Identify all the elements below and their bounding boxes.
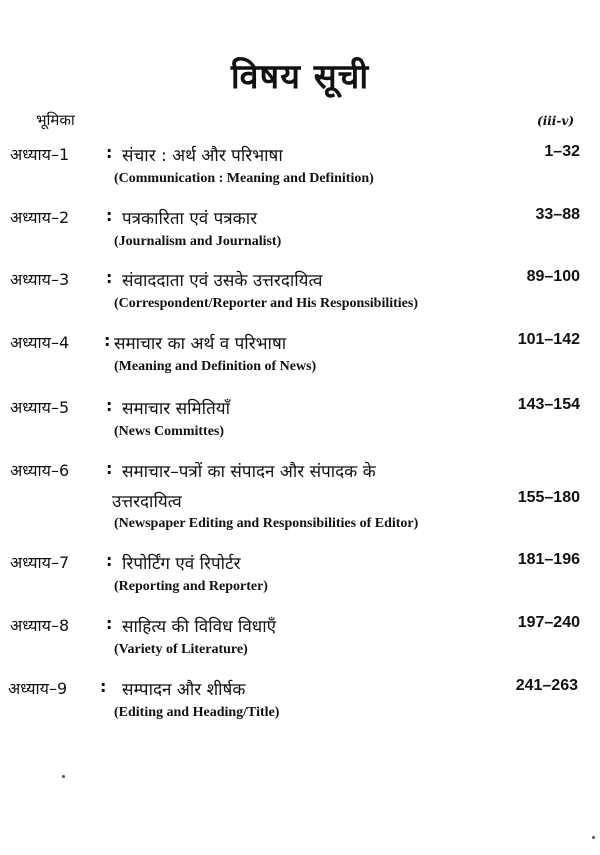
chapter-title: साहित्य की विविध विधाएँ [122,617,277,637]
colon-separator: : [106,268,113,287]
chapter-title: पत्रकारिता एवं पत्रकार [122,209,258,229]
colon-separator: : [106,206,113,225]
chapter-title: समाचार–पत्रों का संपादन और संपादक के [122,462,376,482]
colon-separator: : [104,331,111,350]
toc-entry-chapter-2 [10,206,580,249]
chapter-english-title: (Newspaper Editing and Responsibilities of Editor) [114,516,419,531]
chapter-label: अध्याय–4 [10,333,70,352]
colon-separator: : [106,143,113,162]
preface-label: भूमिका [36,111,75,129]
page-title: विषय सूची [230,57,370,97]
chapter-title: रिपोर्टिंग एवं रिपोर्टर [122,554,241,574]
chapter-pages: 155–180 [517,489,580,506]
chapter-label: अध्याय–7 [10,553,70,572]
chapter-title: समाचार समितियाँ [122,399,231,419]
chapter-label: अध्याय–2 [10,208,70,227]
toc-entry-chapter-3 [10,268,580,311]
toc-entry-chapter-1 [10,143,580,186]
toc-entry-chapter-4 [10,331,580,374]
chapter-pages: 89–100 [526,268,580,285]
colon-separator: : [106,459,113,478]
chapter-label: अध्याय–8 [10,616,70,635]
chapter-pages: 1–32 [544,143,580,160]
chapter-pages: 241–263 [515,677,578,694]
colon-separator: : [106,614,113,633]
chapter-english-title: (Journalism and Journalist) [114,234,282,249]
chapter-title: समाचार का अर्थ व परिभाषा [114,334,287,354]
colon-separator: : [100,677,107,696]
chapter-english-title: (Communication : Meaning and Definition) [114,171,374,186]
chapter-english-title: (Reporting and Reporter) [114,579,268,594]
toc-entry-chapter-7 [10,551,580,594]
chapter-pages: 143–154 [517,396,580,413]
colon-separator: : [106,396,113,415]
chapter-label: अध्याय–9 [8,679,68,698]
scan-speck [62,775,65,778]
chapter-title-continued: उत्तरदायित्व [112,492,182,512]
chapter-label: अध्याय–5 [10,398,70,417]
chapter-english-title: (Meaning and Definition of News) [114,359,317,374]
chapter-english-title: (News Committes) [114,424,225,439]
chapter-label: अध्याय–3 [10,270,70,289]
toc-entry-chapter-8 [10,614,580,657]
toc-entry-chapter-9 [8,677,580,720]
chapter-title: संवाददाता एवं उसके उत्तरदायित्व [122,271,323,291]
chapter-pages: 33–88 [535,206,580,223]
toc-entry-chapter-5 [10,396,580,439]
chapter-label: अध्याय–6 [10,461,70,480]
chapter-english-title: (Variety of Literature) [114,642,248,657]
chapter-pages: 101–142 [517,331,580,348]
chapter-pages: 197–240 [517,614,580,631]
chapter-title: संचार : अर्थ और परिभाषा [122,146,283,166]
toc-entry-chapter-6 [10,459,580,531]
chapter-pages: 181–196 [517,551,580,568]
preface-pages: (iii-v) [537,114,574,128]
chapter-english-title: (Correspondent/Reporter and His Responsibilities) [114,296,418,311]
chapter-label: अध्याय–1 [10,145,70,164]
chapter-english-title: (Editing and Heading/Title) [114,705,280,720]
colon-separator: : [106,551,113,570]
scan-speck [592,836,595,839]
chapter-title: सम्पादन और शीर्षक [122,680,246,700]
